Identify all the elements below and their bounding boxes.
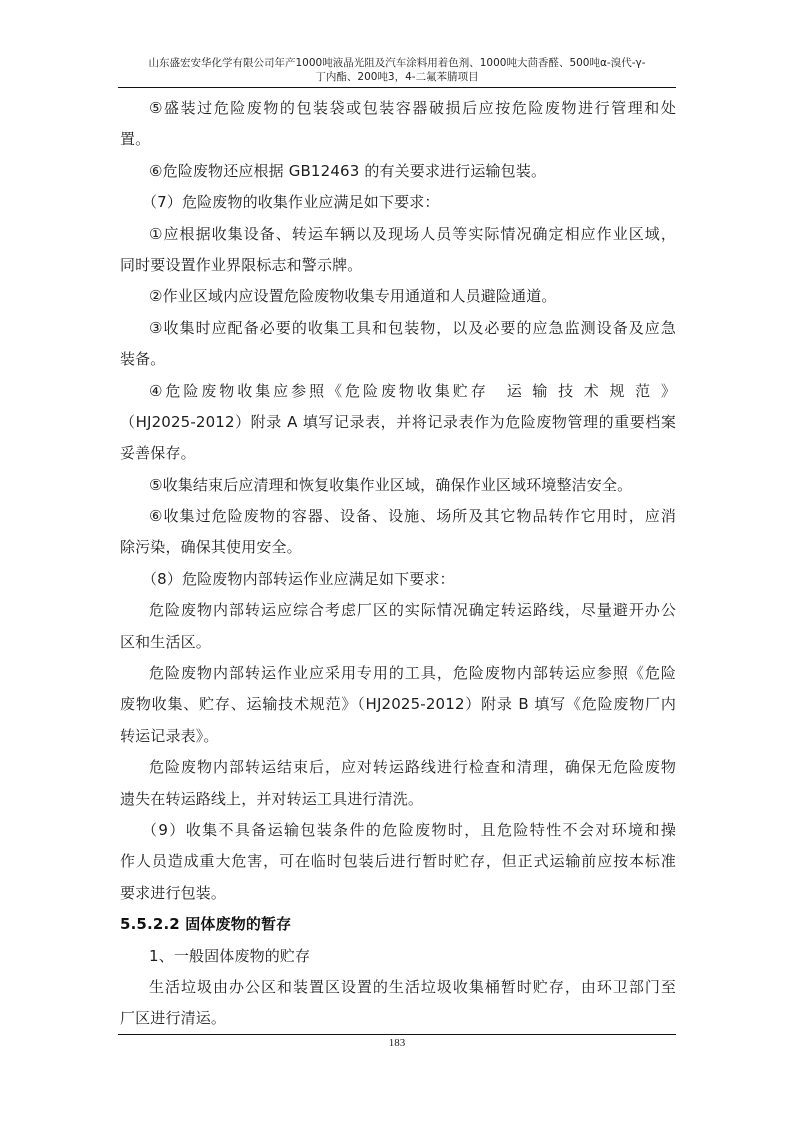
list-heading-9: （9）收集不具备运输包装条件的危险废物时，且危险特性不会对环境和操 (142, 820, 676, 839)
paragraph-line: 妥善保存。 (120, 444, 196, 463)
paragraph-line: 废物收集、贮存、运输技术规范》（HJ2025-2012）附录 B 填写《危险废物厂内 (120, 695, 676, 714)
paragraph-line: ②作业区域内应设置危险废物收集专用通道和人员避险通道。 (149, 287, 557, 306)
subsection-title: 1、一般固体废物的贮存 (149, 946, 311, 965)
paragraph-line: 危险废物内部转运作业应采用专用的工具，危险废物内部转运应参照《危险 (149, 664, 676, 683)
footer-divider (118, 1034, 676, 1035)
paragraph-line: 厂区进行清运。 (120, 1009, 227, 1028)
paragraph-line: ①应根据收集设备、转运车辆以及现场人员等实际情况确定相应作业区域， (149, 224, 676, 243)
paragraph-line: 同时要设置作业界限标志和警示牌。 (120, 255, 363, 274)
list-heading-7: （7）危险废物的收集作业应满足如下要求： (142, 193, 440, 212)
paragraph-line: ③收集时应配备必要的收集工具和包装物，以及必要的应急监测设备及应急 (149, 318, 676, 337)
paragraph-line: 作人员造成重大危害，可在临时包装后进行暂时贮存，但正式运输前应按本标准 (120, 852, 676, 871)
paragraph-line: 要求进行包装。 (120, 883, 227, 902)
paragraph-line: ⑥危险废物还应根据 GB12463 的有关要求进行运输包装。 (149, 161, 547, 180)
paragraph-line: 区和生活区。 (120, 632, 211, 651)
paragraph-line: ⑥收集过危险废物的容器、设备、设施、场所及其它物品转作它用时，应消 (149, 507, 676, 526)
paragraph-line: 装备。 (120, 350, 166, 369)
header-title-line-1: 山东盛宏安华化学有限公司年产1000吨液晶光阻及汽车涂料用着色剂、1000吨大茴香醛、500吨α-溴代-γ- (148, 57, 646, 69)
document-body (120, 93, 676, 1035)
paragraph-line: 转运记录表》。 (120, 726, 219, 745)
paragraph-line: 除污染，确保其使用安全。 (120, 538, 302, 557)
header-divider (118, 87, 676, 88)
header-title-line-2: 丁内酯、200吨3，4-二氟苯腈项目 (315, 71, 479, 83)
page-number: 183 (388, 1037, 406, 1049)
paragraph-line: 遗失在转运路线上，并对转运工具进行清洗。 (120, 789, 424, 808)
page-header (118, 56, 676, 84)
paragraph-line: 危险废物内部转运结束后，应对转运路线进行检查和清理，确保无危险废物 (149, 758, 676, 777)
section-heading: 5.5.2.2 固体废物的暂存 (120, 915, 292, 934)
paragraph-line: ⑤收集结束后应清理和恢复收集作业区域，确保作业区域环境整洁安全。 (149, 475, 633, 494)
paragraph-line: 生活垃圾由办公区和装置区设置的生活垃圾收集桶暂时贮存，由环卫部门至 (149, 977, 676, 996)
list-heading-8: （8）危险废物内部转运作业应满足如下要求： (142, 569, 455, 588)
paragraph-line: ⑤盛装过危险废物的包装袋或包装容器破损后应按危险废物进行管理和处 (149, 99, 676, 117)
paragraph-line: （HJ2025-2012）附录 A 填写记录表，并将记录表作为危险废物管理的重要档案 (120, 412, 676, 431)
paragraph-line: ④危险废物收集应参照《危险废物收集贮存 运 输 技 术 规 范 》 (149, 381, 676, 400)
paragraph-line: 置。 (120, 130, 151, 149)
paragraph-line: 危险废物内部转运应综合考虑厂区的实际情况确定转运路线，尽量避开办公 (149, 601, 676, 620)
